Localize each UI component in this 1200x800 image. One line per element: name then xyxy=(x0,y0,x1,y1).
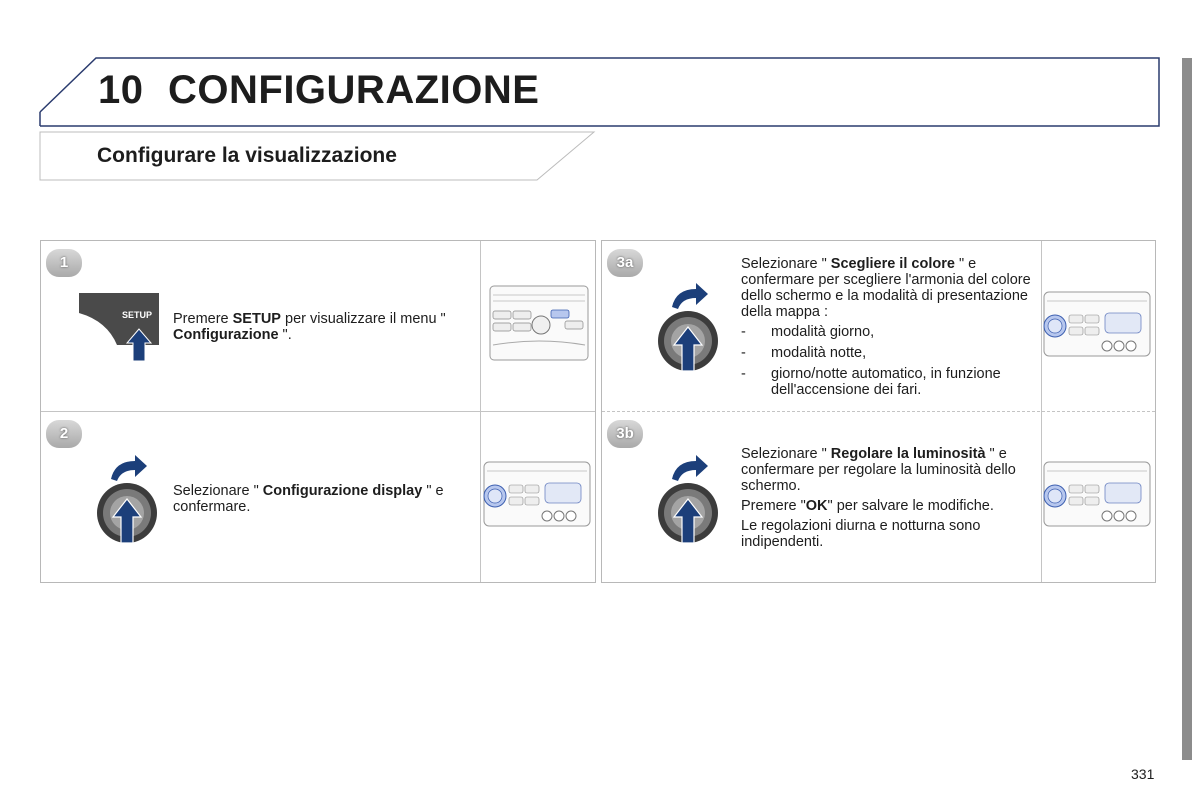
step-badge-1: 1 xyxy=(46,249,82,277)
page-title xyxy=(98,68,539,113)
radio-panel-icon xyxy=(1043,291,1151,357)
list-item: - modalità giorno, xyxy=(741,324,1033,340)
rotary-knob-icon xyxy=(654,449,726,549)
curved-arrow-icon xyxy=(672,283,708,309)
chapter-title: CONFIGURAZIONE xyxy=(168,68,540,112)
chapter-sidebar-tab xyxy=(1182,58,1192,760)
radio-panel-icon xyxy=(1043,461,1151,527)
step-badge-3b: 3b xyxy=(607,420,643,448)
row-divider xyxy=(602,411,1155,412)
radio-panel-icon xyxy=(483,461,591,527)
radio-panel-icon xyxy=(489,285,589,361)
section-title: Configurare la visualizzazione xyxy=(97,144,397,167)
step-badge-2: 2 xyxy=(46,420,82,448)
rotary-knob-icon xyxy=(654,277,726,377)
row-divider xyxy=(41,411,595,412)
mode-list xyxy=(741,324,1033,398)
step-3a-text: Selezionare " Scegliere il colore " e confermare per scegliere l'armonia del colore dello schermo e la modalità di presentazione della mappa : - modalità giorno, - modalità notte, - giorno/notte automatico, in funzione dell'accensione dei fari. xyxy=(741,256,1033,403)
step-3b-text: Selezionare " Regolare la luminosità " e confermare per regolare la luminosità dello schermo. Premere "OK" per salvare le modifiche. Le regolazioni diurna e notturna sono indipendenti. xyxy=(741,446,1016,550)
list-item: - giorno/notte automatico, in funzione dell'accensione dei fari. xyxy=(741,366,1033,398)
rotary-knob-icon xyxy=(93,449,165,549)
steps-panel-left xyxy=(40,240,596,583)
curved-arrow-icon xyxy=(672,455,708,481)
page-number: 331 xyxy=(1131,766,1155,782)
step-1-text: Premere SETUP per visualizzare il menu " Configurazione ". xyxy=(173,311,446,343)
step-badge-3a: 3a xyxy=(607,249,643,277)
curved-arrow-icon xyxy=(111,455,147,481)
step-2-text: Selezionare " Configurazione display " e confermare. xyxy=(173,483,444,515)
chapter-number: 10 xyxy=(98,68,144,112)
list-item: - modalità notte, xyxy=(741,345,1033,361)
steps-panel-right xyxy=(601,240,1156,583)
setup-button-label: SETUP xyxy=(121,310,153,320)
setup-button-icon xyxy=(77,291,161,365)
